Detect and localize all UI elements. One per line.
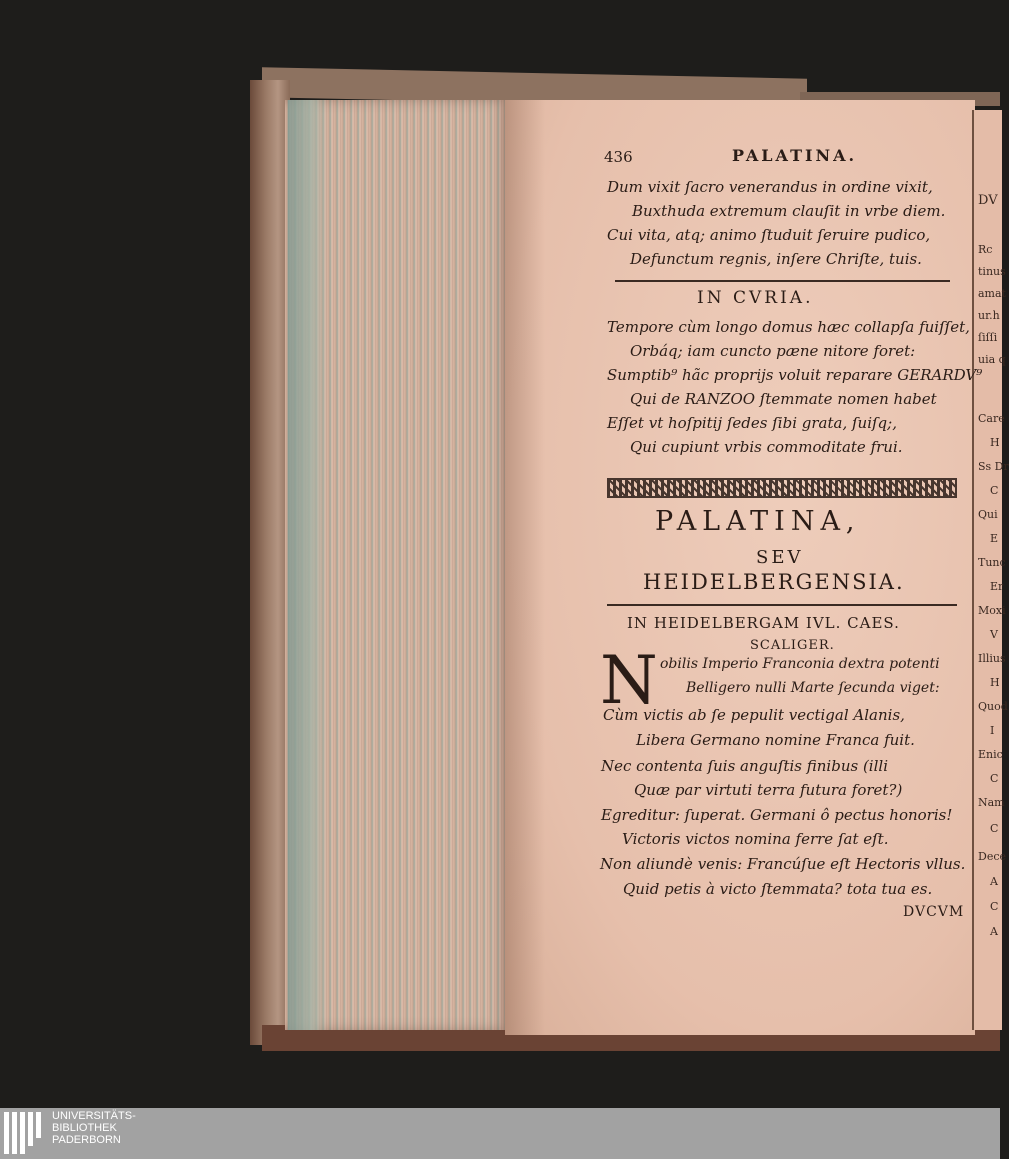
facing-text: uia q (978, 353, 1006, 366)
verse-line: Eſſet vt hoſpitij ſedes ſibi grata, ſuiſq;, (607, 414, 897, 432)
page-edges-shade (288, 100, 328, 1030)
verse-line: Libera Germano nomine Franca fuit. (636, 731, 915, 749)
facing-text: V (990, 628, 998, 641)
verse-line: Cui vita, atq; animo ſtuduit ſeruire pudico, (607, 226, 931, 244)
poem-author: SCALIGER. (750, 638, 835, 653)
verse-line: obilis Imperio Franconia dextra potenti (660, 656, 940, 672)
facing-text: Er (990, 580, 1004, 593)
facing-text: Quod (978, 700, 1008, 713)
verse-line: Qui cupiunt vrbis commoditate frui. (630, 438, 903, 456)
verse-line: Defunctum regnis, inſere Chriſte, tuis. (630, 250, 922, 268)
verse-line: Qui de RANZOO ſtemmate nomen habet (630, 390, 937, 408)
facing-text: Moxi (978, 604, 1006, 617)
facing-text: A (990, 875, 998, 888)
facing-text: H (990, 436, 1000, 449)
facing-text: Qui (978, 508, 998, 521)
facing-text: C (990, 484, 999, 497)
facing-text: Tunc (978, 556, 1006, 569)
footer-line-2: BIBLIOTHEK (52, 1122, 117, 1134)
verse-line: Non aliundè venis: Francúſue eſt Hectoris vllus. (600, 855, 966, 873)
facing-text: Enic (978, 748, 1003, 761)
facing-text: tinus (978, 265, 1006, 278)
divider-rule (615, 280, 950, 282)
verse-line: Quid petis à victo ſtemmata? tota tua es. (623, 880, 933, 898)
page-gutter (505, 100, 545, 1035)
subtitle: HEIDELBERGENSIA. (643, 570, 905, 594)
verse-line: Belligero nulli Marte ſecunda viget: (686, 680, 940, 696)
title-sev: SEV (756, 547, 804, 568)
facing-text: C (990, 772, 999, 785)
verse-line: Dum vixit ſacro venerandus in ordine vixit, (607, 178, 933, 196)
facing-text: Rc (978, 243, 993, 256)
verse-line: Quæ par virtuti terra futura foret?) (634, 781, 903, 799)
facing-text: Illius (978, 652, 1006, 665)
catchword: DVCVM (903, 904, 965, 920)
facing-text: DV (978, 193, 998, 208)
verse-line: Orbáq; iam cuncto pæne nitore foret: (630, 342, 916, 360)
facing-text: ſiſſi (978, 331, 998, 344)
verse-line: Victoris victos nomina ferre ſat eſt. (622, 830, 889, 848)
verse-line: Tempore cùm longo domus hæc collapſa fuiſſet, (607, 318, 970, 336)
facing-text: Dece (978, 850, 1006, 863)
facing-text: amat (978, 287, 1006, 300)
page-number: 436 (604, 148, 633, 166)
library-footer-bar (0, 1108, 1000, 1159)
facing-text: I (990, 724, 995, 737)
library-logo-icon (4, 1112, 46, 1154)
verse-line: Sumptib⁹ hãc proprijs voluit reparare GERARDV⁹ (607, 366, 983, 384)
footer-line-1: UNIVERSITÄTS- (52, 1110, 136, 1122)
facing-text: ur.h (978, 309, 1000, 322)
facing-text: H (990, 676, 1000, 689)
drop-capital: N (600, 642, 658, 719)
footer-line-3: PADERBORN (52, 1134, 121, 1146)
section-heading: IN CVRIA. (697, 288, 814, 308)
facing-text: E (990, 532, 999, 545)
verse-line: Nec contenta ſuis anguſtis finibus (illi (601, 757, 888, 775)
facing-text: A (990, 925, 998, 938)
verse-line: Cùm victis ab ſe pepulit vectigal Alanis, (603, 706, 905, 724)
verse-line: Buxthuda extremum clauſit in vrbe diem. (632, 202, 946, 220)
verse-line: Egreditur: ſuperat. Germani ô pectus honoris! (601, 806, 953, 824)
running-head: PALATINA. (732, 146, 858, 165)
facing-text: C (990, 900, 999, 913)
divider-rule (607, 604, 957, 606)
book-spine (250, 80, 290, 1045)
facing-text: Nam (978, 796, 1005, 809)
facing-text: C (990, 822, 999, 835)
poem-heading: IN HEIDELBERGAM IVL. CAES. (627, 614, 900, 632)
facing-text: Ss Dr (978, 460, 1009, 473)
main-title: PALATINA, (655, 506, 861, 537)
facing-text: Care (978, 412, 1005, 425)
ornament-band (607, 478, 957, 498)
